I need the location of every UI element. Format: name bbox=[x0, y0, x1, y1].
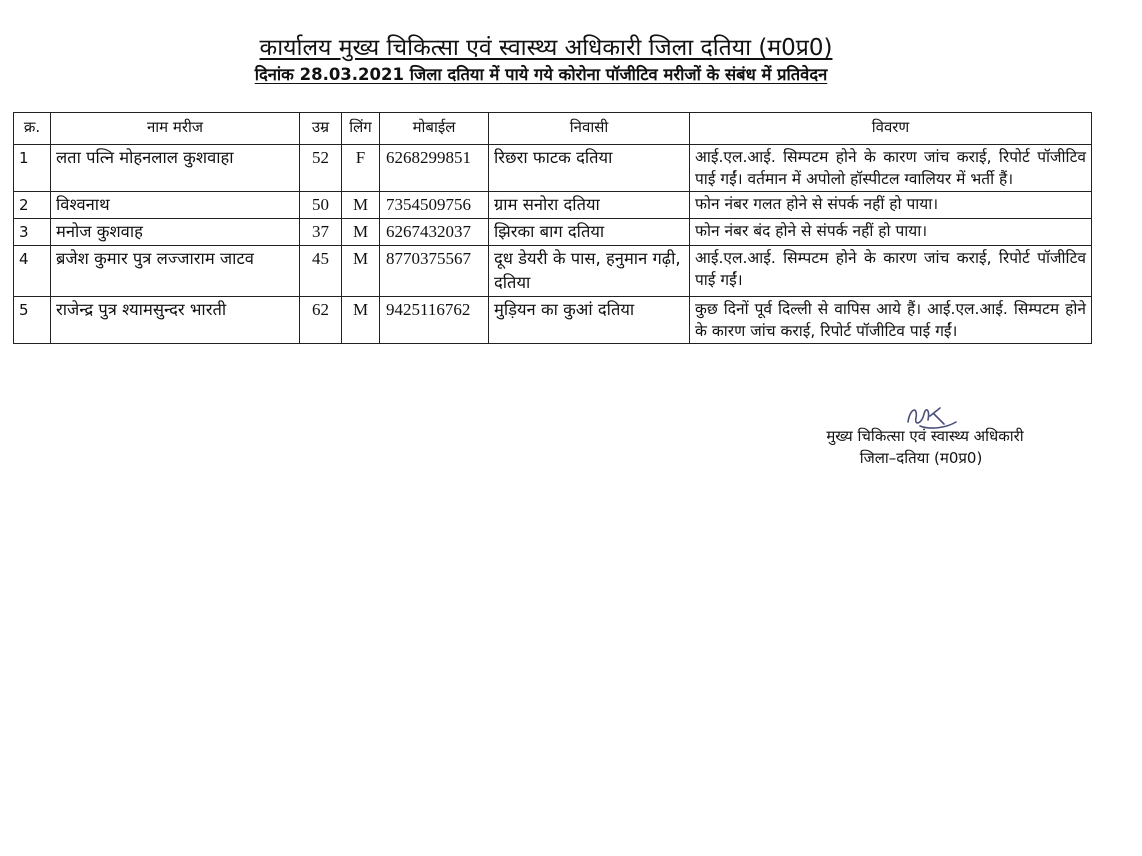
table-header-row bbox=[14, 113, 1092, 145]
column-header-gender: लिंग bbox=[342, 113, 380, 145]
cell-name: लता पत्नि मोहनलाल कुशवाहा bbox=[51, 145, 300, 192]
column-header-sno: क्र. bbox=[14, 113, 51, 145]
signatory-district: जिला–दतिया (म0प्र0) bbox=[859, 449, 983, 467]
column-header-name: नाम मरीज bbox=[51, 113, 300, 145]
cell-mobile: 9425116762 bbox=[380, 297, 489, 344]
cell-age: 45 bbox=[300, 246, 342, 297]
cell-sno: 1 bbox=[14, 145, 51, 192]
cell-gender: M bbox=[342, 246, 380, 297]
table-row bbox=[14, 145, 1092, 192]
cell-sno: 4 bbox=[14, 246, 51, 297]
cell-name: ब्रजेश कुमार पुत्र लज्जाराम जाटव bbox=[51, 246, 300, 297]
patient-report-table bbox=[13, 112, 1092, 344]
cell-details: आई.एल.आई. सिम्पटम होने के कारण जांच कराई, रिपोर्ट पॉजीटिव पाई गईं। bbox=[690, 246, 1092, 297]
cell-details: फोन नंबर गलत होने से संपर्क नहीं हो पाया। bbox=[690, 192, 1092, 219]
table-row bbox=[14, 219, 1092, 246]
cell-name: विश्वनाथ bbox=[51, 192, 300, 219]
cell-mobile: 6268299851 bbox=[380, 145, 489, 192]
page-title: कार्यालय मुख्य चिकित्सा एवं स्वास्थ्य अधिकारी जिला दतिया (म0प्र0) bbox=[259, 35, 833, 61]
cell-age: 50 bbox=[300, 192, 342, 219]
column-header-mobile: मोबाईल bbox=[380, 113, 489, 145]
cell-residence: झिरका बाग दतिया bbox=[489, 219, 690, 246]
cell-age: 62 bbox=[300, 297, 342, 344]
cell-name: राजेन्द्र पुत्र श्यामसुन्दर भारती bbox=[51, 297, 300, 344]
signature-block bbox=[795, 400, 1055, 480]
cell-mobile: 8770375567 bbox=[380, 246, 489, 297]
cell-mobile: 6267432037 bbox=[380, 219, 489, 246]
column-header-details: विवरण bbox=[690, 113, 1092, 145]
cell-age: 52 bbox=[300, 145, 342, 192]
cell-age: 37 bbox=[300, 219, 342, 246]
cell-gender: F bbox=[342, 145, 380, 192]
table-row bbox=[14, 246, 1092, 297]
cell-name: मनोज कुशवाह bbox=[51, 219, 300, 246]
cell-gender: M bbox=[342, 297, 380, 344]
table-row bbox=[14, 297, 1092, 344]
cell-sno: 2 bbox=[14, 192, 51, 219]
cell-details: कुछ दिनों पूर्व दिल्ली से वापिस आये हैं। आई.एल.आई. सिम्पटम होने के कारण जांच कराई, रिपोर्ट पॉजीटिव पाई गईं। bbox=[690, 297, 1092, 344]
cell-sno: 5 bbox=[14, 297, 51, 344]
cell-residence: दूध डेयरी के पास, हनुमान गढ़ी, दतिया bbox=[489, 246, 690, 297]
table-row bbox=[14, 192, 1092, 219]
column-header-age: उम्र bbox=[300, 113, 342, 145]
cell-details: फोन नंबर बंद होने से संपर्क नहीं हो पाया। bbox=[690, 219, 1092, 246]
report-subtitle: दिनांक 28.03.2021 जिला दतिया में पाये गये कोरोना पॉजीटिव मरीजों के संबंध में प्रतिवेदन bbox=[254, 65, 828, 84]
signatory-designation: मुख्य चिकित्सा एवं स्वास्थ्य अधिकारी bbox=[826, 427, 1024, 445]
cell-residence: रिछरा फाटक दतिया bbox=[489, 145, 690, 192]
cell-mobile: 7354509756 bbox=[380, 192, 489, 219]
cell-residence: ग्राम सनोरा दतिया bbox=[489, 192, 690, 219]
cell-gender: M bbox=[342, 219, 380, 246]
cell-details: आई.एल.आई. सिम्पटम होने के कारण जांच कराई, रिपोर्ट पॉजीटिव पाई गईं। वर्तमान में अपोलो हॉस्पीटल ग्वालियर में भर्ती हैं। bbox=[690, 145, 1092, 192]
cell-gender: M bbox=[342, 192, 380, 219]
cell-residence: मुड़ियन का कुआं दतिया bbox=[489, 297, 690, 344]
column-header-residence: निवासी bbox=[489, 113, 690, 145]
cell-sno: 3 bbox=[14, 219, 51, 246]
